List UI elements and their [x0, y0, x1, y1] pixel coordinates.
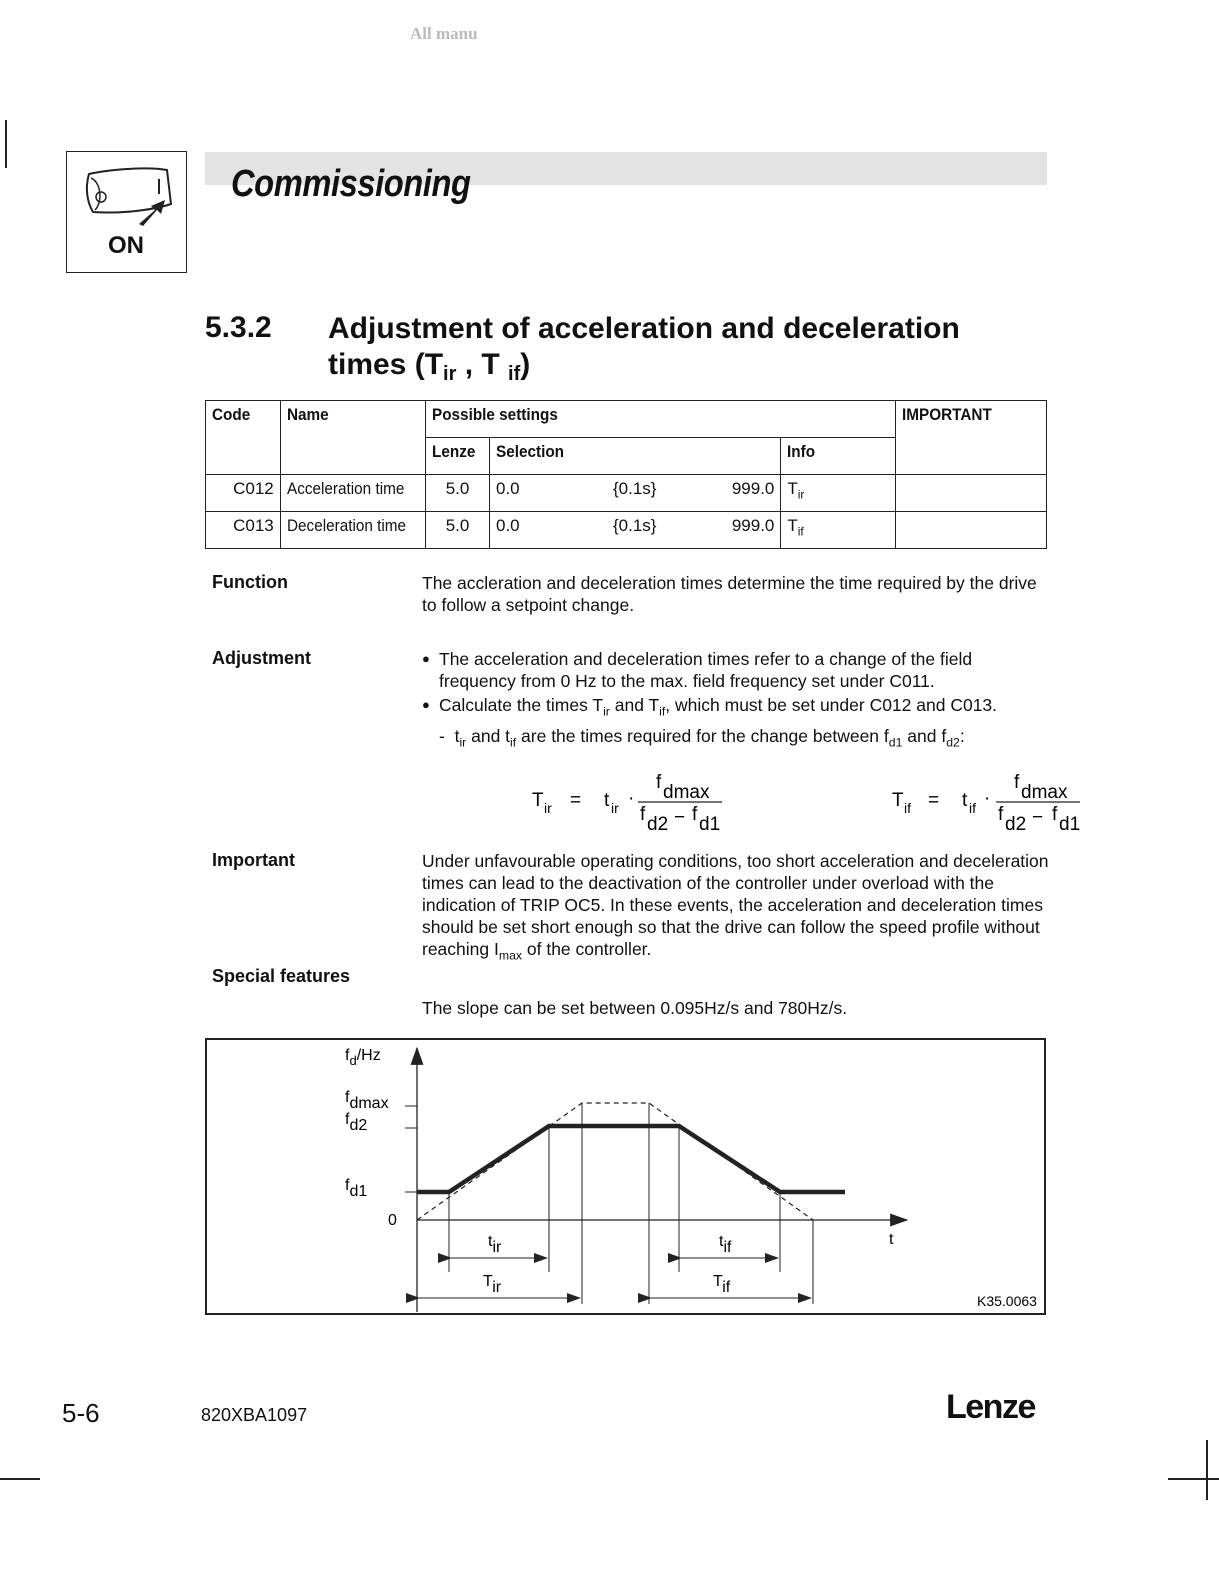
list-item: ● The acceleration and deceleration times refer to a change of the field frequency from 0 Hz to the max. field frequency set under C011. [422, 648, 1052, 692]
Tif-label: Tif [713, 1273, 731, 1296]
tir-label: tir [488, 1233, 502, 1256]
svg-text:=: = [570, 790, 582, 811]
special-features-label: Special features [212, 966, 351, 986]
crop-mark [0, 1478, 40, 1480]
svg-text:t: t [604, 790, 610, 811]
list-item: - $t_{ir}$ and $t_{if}$ are the times required for the change between $f_{d1}$ and $f_{d2}$: [439, 725, 965, 749]
svg-text:dmax: dmax [1021, 782, 1068, 803]
svg-text:f: f [1014, 772, 1020, 793]
crop-mark [1206, 1440, 1208, 1500]
ramp-profile [417, 1126, 845, 1192]
section-number: 5.3.2 [205, 311, 272, 344]
section-title: Adjustment of acceleration and deceleration times ($T_{ir}$ , T $_{if}$) [328, 312, 960, 385]
svg-text:f: f [1052, 804, 1058, 825]
svg-text:ir: ir [611, 800, 619, 816]
special-features-text: The slope can be set between 0.095Hz/s and 780Hz/s. [422, 998, 848, 1018]
formula-tif [892, 772, 1080, 835]
page-title: Commissioning [231, 163, 471, 205]
svg-text:d1: d1 [699, 814, 721, 835]
lenze-logo: Lenze [946, 1388, 1035, 1426]
important-label: Important [212, 850, 295, 870]
svg-text:T: T [892, 790, 904, 811]
col-selection: Selection [489, 438, 780, 475]
svg-text:·: · [628, 788, 635, 809]
col-important: IMPORTANT [896, 401, 1047, 475]
svg-text:t: t [962, 790, 968, 811]
col-info: Info [781, 438, 896, 475]
page-number: 5-6 [62, 1398, 100, 1428]
parameter-table [205, 400, 1047, 549]
ramp-diagram [205, 1038, 1046, 1315]
col-code: Code [206, 401, 281, 475]
ramp-chart [207, 1040, 1043, 1312]
fdmax-label: fdmax [345, 1089, 389, 1112]
zero-label: 0 [388, 1212, 397, 1229]
svg-text:f: f [640, 804, 646, 825]
document-id: 820XBA1097 [201, 1405, 308, 1425]
col-possible-settings: Possible settings [426, 401, 896, 438]
important-text: Under unfavourable operating conditions, too short acceleration and deceleration times can lead to the deactivation of the controller under overload with the indication of TRIP OC5. In these events, the acceleration and deceleration times should be set short enough so that the drive can follow the speed profile without reaching $I_{max}$ of the controller. [422, 851, 1049, 963]
svg-text:ir: ir [544, 800, 552, 816]
fd1-label: fd1 [345, 1177, 368, 1200]
svg-text:−: − [674, 807, 686, 828]
svg-text:if: if [969, 800, 976, 816]
svg-text:·: · [984, 788, 991, 809]
svg-text:T: T [532, 790, 544, 811]
svg-text:−: − [1032, 807, 1044, 828]
svg-text:f: f [692, 804, 698, 825]
watermark: All manu [410, 24, 478, 43]
svg-text:f: f [656, 772, 662, 793]
y-axis-label: $f_d/Hz$ [345, 1047, 381, 1068]
list-item: ● Calculate the times $T_{ir}$ and $T_{if}$, which must be set under C012 and C013. [422, 694, 1052, 723]
svg-text:=: = [928, 790, 940, 811]
adjustment-text [422, 648, 1052, 753]
svg-text:d2: d2 [1005, 814, 1027, 835]
adjustment-label: Adjustment [212, 648, 311, 668]
ramp-dashed [417, 1103, 813, 1220]
col-name: Name [280, 401, 425, 475]
svg-text:d1: d1 [1059, 814, 1081, 835]
on-label: ON [108, 232, 144, 259]
crop-mark [1168, 1478, 1219, 1480]
function-text: The accleration and deceleration times determine the time required by the drive to follow a setpoint change. [422, 573, 1037, 615]
fd2-label: fd2 [345, 1111, 368, 1134]
Tir-label: Tir [483, 1273, 502, 1296]
function-label: Function [212, 572, 288, 592]
svg-text:dmax: dmax [663, 782, 710, 803]
crop-mark [5, 120, 7, 168]
tif-label: tif [719, 1233, 732, 1256]
table-row: C013 Deceleration time 5.0 0.0 {0.1s} 999.0 $T_{if}$ [206, 512, 1047, 549]
svg-text:f: f [998, 804, 1004, 825]
formula-tir [532, 772, 722, 835]
formulas [520, 768, 1090, 840]
svg-text:if: if [904, 800, 911, 816]
on-switch-icon [66, 151, 187, 273]
t-axis-label: t [889, 1231, 894, 1248]
svg-text:d2: d2 [647, 814, 669, 835]
figure-ref: K35.0063 [977, 1293, 1037, 1309]
table-row: C012 Acceleration time 5.0 0.0 {0.1s} 999.0 $T_{ir}$ [206, 475, 1047, 512]
col-lenze: Lenze [426, 438, 490, 475]
